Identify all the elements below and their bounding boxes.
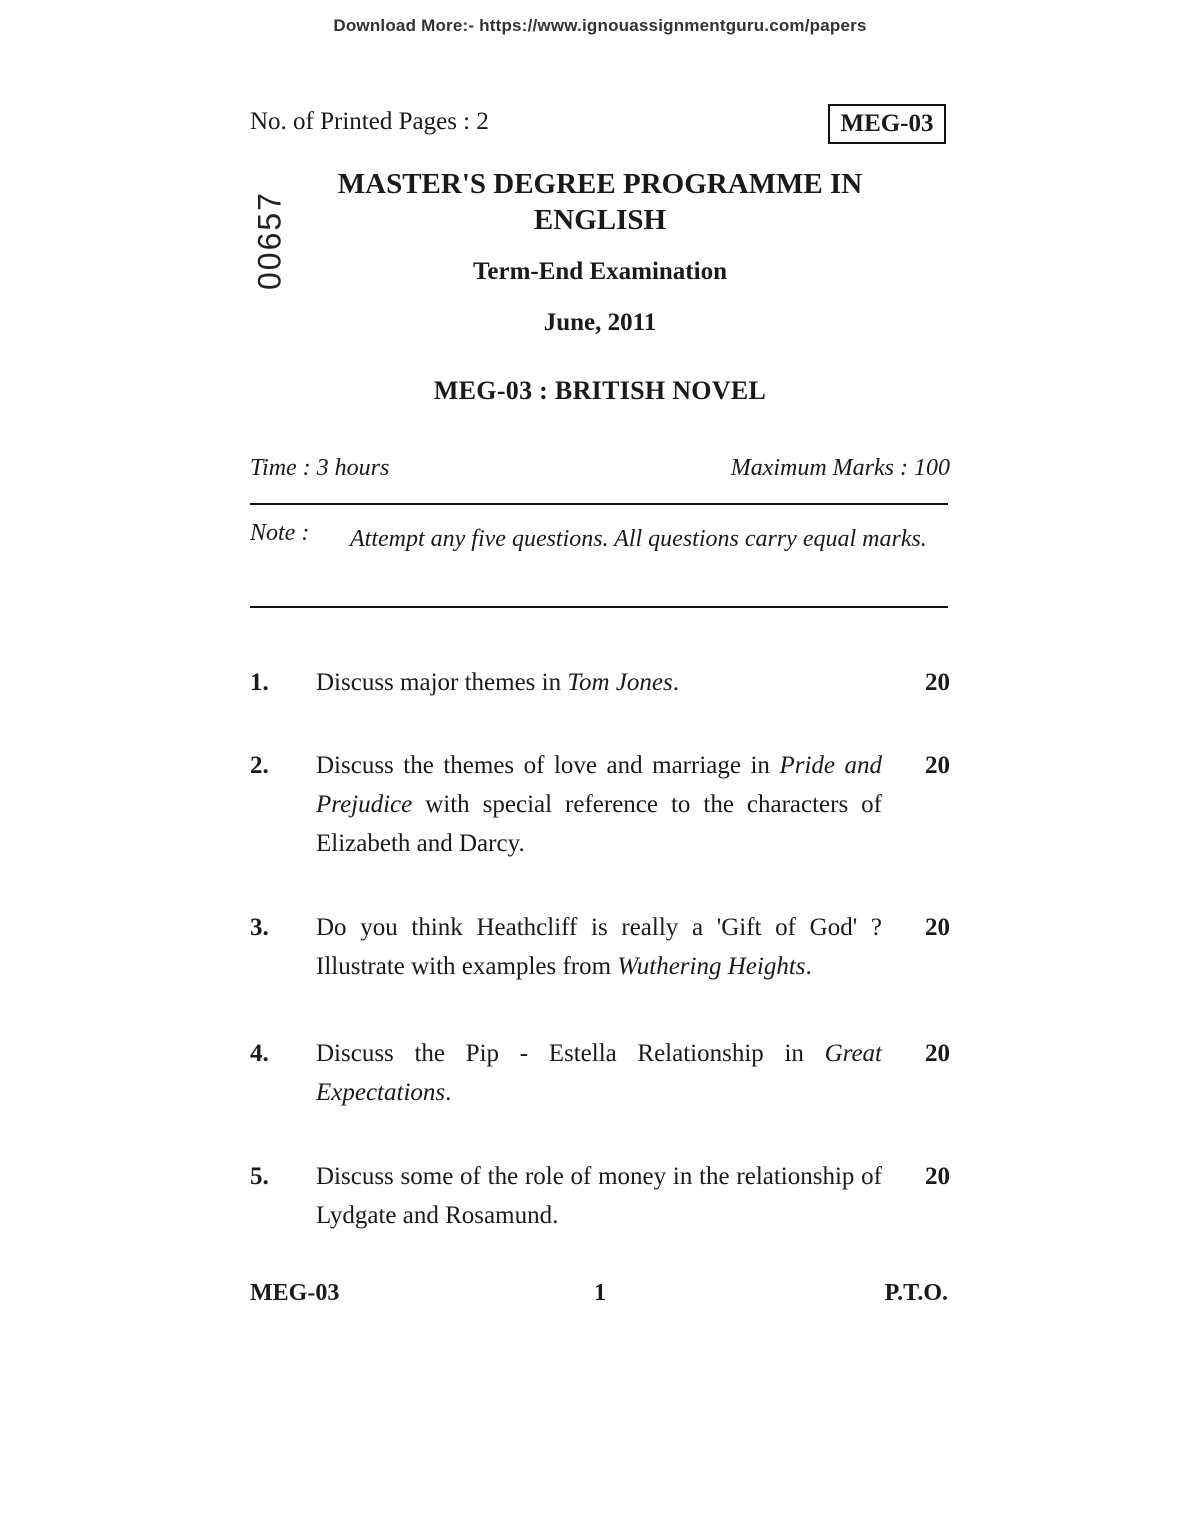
question-marks: 20 xyxy=(925,1040,950,1067)
time-allowed: Time : 3 hours xyxy=(250,455,390,481)
question-number: 2. xyxy=(250,752,269,779)
note-label: Note : xyxy=(250,520,310,546)
book-title: Great Expectations xyxy=(316,1040,882,1106)
question-text: Do you think Heathcliff is really a 'Gift of God' ? Illustrate with examples from Wuthering Heights. xyxy=(316,914,882,980)
question-number: 3. xyxy=(250,914,269,941)
question-text: Discuss the Pip - Estella Relationship in Great Expectations. xyxy=(316,1040,882,1106)
exam-name: Term-End Examination xyxy=(473,258,727,285)
course-code-box: MEG-03 xyxy=(828,104,946,144)
book-title: Wuthering Heights xyxy=(617,953,806,980)
page-number: 1 xyxy=(594,1280,606,1306)
programme-title-line2: ENGLISH xyxy=(533,204,667,236)
divider-bottom xyxy=(250,606,948,608)
exam-session: June, 2011 xyxy=(543,309,657,336)
question-text: Discuss major themes in Tom Jones. xyxy=(316,669,679,696)
programme-title xyxy=(300,166,900,238)
question-text: Discuss the themes of love and marriage in Pride and Prejudice with special reference to the characters of Elizabeth and Darcy. xyxy=(316,752,882,857)
question-marks: 20 xyxy=(925,1163,950,1190)
footer-course-code: MEG-03 xyxy=(250,1280,340,1306)
question-marks: 20 xyxy=(925,914,950,941)
divider-top xyxy=(250,503,948,505)
question-number: 5. xyxy=(250,1163,269,1190)
book-title: Pride and Prejudice xyxy=(316,752,882,818)
maximum-marks: Maximum Marks : 100 xyxy=(730,455,950,481)
programme-title-line1: MASTER'S DEGREE PROGRAMME IN xyxy=(337,168,863,200)
serial-number: 00657 xyxy=(251,191,288,290)
paper-title: MEG-03 : BRITISH NOVEL xyxy=(433,376,767,405)
question-number: 1. xyxy=(250,669,269,696)
printed-pages: No. of Printed Pages : 2 xyxy=(250,108,489,135)
question-marks: 20 xyxy=(925,752,950,779)
question-text: Discuss some of the role of money in the relationship of Lydgate and Rosamund. xyxy=(316,1163,882,1229)
note-text: Attempt any five questions. All questions carry equal marks. xyxy=(350,526,927,552)
question-marks: 20 xyxy=(925,669,950,696)
please-turn-over: P.T.O. xyxy=(884,1280,948,1306)
book-title: Tom Jones xyxy=(567,669,673,696)
download-notice: Download More:- https://www.ignouassignmentguru.com/papers xyxy=(333,16,867,35)
question-number: 4. xyxy=(250,1040,269,1067)
